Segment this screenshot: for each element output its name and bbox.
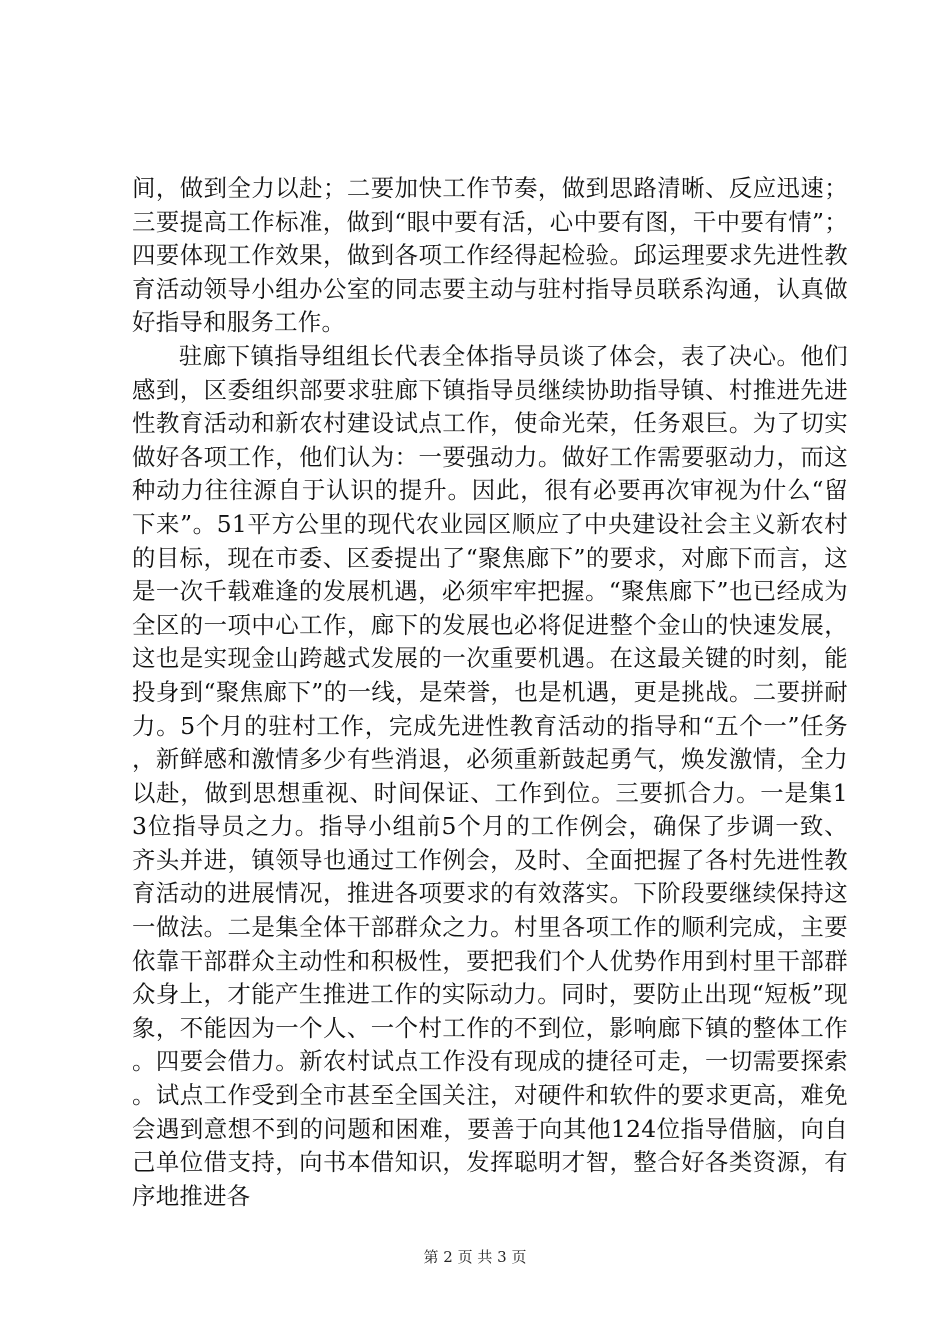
page-footer: 第 2 页 共 3 页 bbox=[423, 1248, 527, 1266]
document-body bbox=[132, 172, 848, 1213]
paragraph-2: 驻廊下镇指导组组长代表全体指导员谈了体会，表了决心。他们感到，区委组织部要求驻廊下镇指导员继续协助指导镇、村推进先进性教育活动和新农村建设试点工作，使命光荣，任务艰巨。为了切实做好各项工作，他们认为：一要强动力。做好工作需要驱动力，而这种动力往往源自于认识的提升。因此，很有必要再次审视为什么“留下来”。51平方公里的现代农业园区顺应了中央建设社会主义新农村的目标，现在市委、区委提出了“聚焦廊下”的要求，对廊下而言，这是一次千载难逢的发展机遇，必须牢牢把握。“聚焦廊下”也已经成为全区的一项中心工作，廊下的发展也必将促进整个金山的快速发展，这也是实现金山跨越式发展的一次重要机遇。在这最关键的时刻，能投身到“聚焦廊下”的一线，是荣誉，也是机遇，更是挑战。二要拼耐力。5个月的驻村工作，完成先进性教育活动的指导和“五个一”任务，新鲜感和激情多少有些消退，必须重新鼓起勇气，焕发激情，全力以赴，做到思想重视、时间保证、工作到位。三要抓合力。一是集13位指导员之力。指导小组前5个月的工作例会，确保了步调一致、齐头并进，镇领导也通过工作例会，及时、全面把握了各村先进性教育活动的进展情况，推进各项要求的有效落实。下阶段要继续保持这一做法。二是集全体干部群众之力。村里各项工作的顺利完成，主要依靠干部群众主动性和积极性，要把我们个人优势作用到村里干部群众身上，才能产生推进工作的实际动力。同时，要防止出现“短板”现象，不能因为一个人、一个村工作的不到位，影响廊下镇的整体工作。四要会借力。新农村试点工作没有现成的捷径可走，一切需要探索。试点工作受到全市甚至全国关注，对硬件和软件的要求更高，难免会遇到意想不到的问题和困难，要善于向其他124位指导借脑，向自己单位借支持，向书本借知识，发挥聪明才智，整合好各类资源，有序地推进各 bbox=[132, 341, 848, 1210]
paragraph-1: 间，做到全力以赴；二要加快工作节奏，做到思路清晰、反应迅速；三要提高工作标准，做到“眼中要有活，心中要有图，干中要有情”；四要体现工作效果，做到各项工作经得起检验。邱运理要求先进性教育活动领导小组办公室的同志要主动与驻村指导员联系沟通，认真做好指导和服务工作。 bbox=[132, 174, 848, 337]
